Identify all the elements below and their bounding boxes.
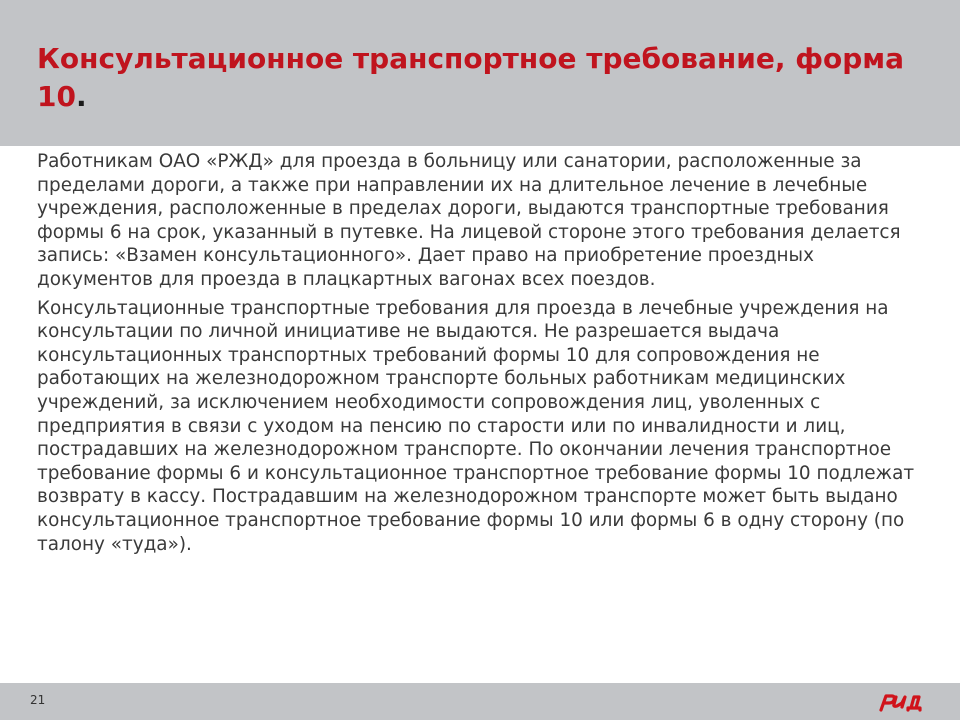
slide-footer [0,683,960,720]
slide-header [0,0,960,146]
slide-body [37,150,917,561]
slide-title-punct: . [75,80,87,113]
body-paragraph-1: Работникам ОАО «РЖД» для проезда в больницу или санатории, расположенные за пределами дороги, а также при направлении их на длительное лечение в лечебные учреждения, расположенные в пределах дороги, выдаются транспортные требования формы 6 на срок, указанный в путевке. На лицевой стороне этого требования делается запись: «Взамен консультационного». Дает право на приобретение проездных документов для проезда в плацкартных вагонах всех поездов. [37,151,901,290]
slide-title [37,40,917,116]
slide-title-text: Консультационное транспортное требование, форма 10 [37,42,905,113]
rzd-logo-icon [878,691,924,713]
page-number: 21 [30,693,46,707]
body-paragraph-2: Консультационные транспортные требования для проезда в лечебные учреждения на консультации по личной инициативе не выдаются. Не разрешается выдача консультационных транспортных требований формы 10 для сопровождения не работающих на железнодорожном транспорте больных работникам медицинских учреждений, за исключением необходимости сопровождения лиц, уволенных с предприятия в связи с уходом на пенсию по старости или по инвалидности и лиц, пострадавших на железнодорожном транспорте. По окончании лечения транспортное требование формы 6 и консультационное транспортное требование формы 10 подлежат возврату в кассу. Пострадавшим на железнодорожном транспорте может быть выдано консультационное транспортное требование формы 10 или формы 6 в одну сторону (по талону «туда»). [37,297,915,555]
